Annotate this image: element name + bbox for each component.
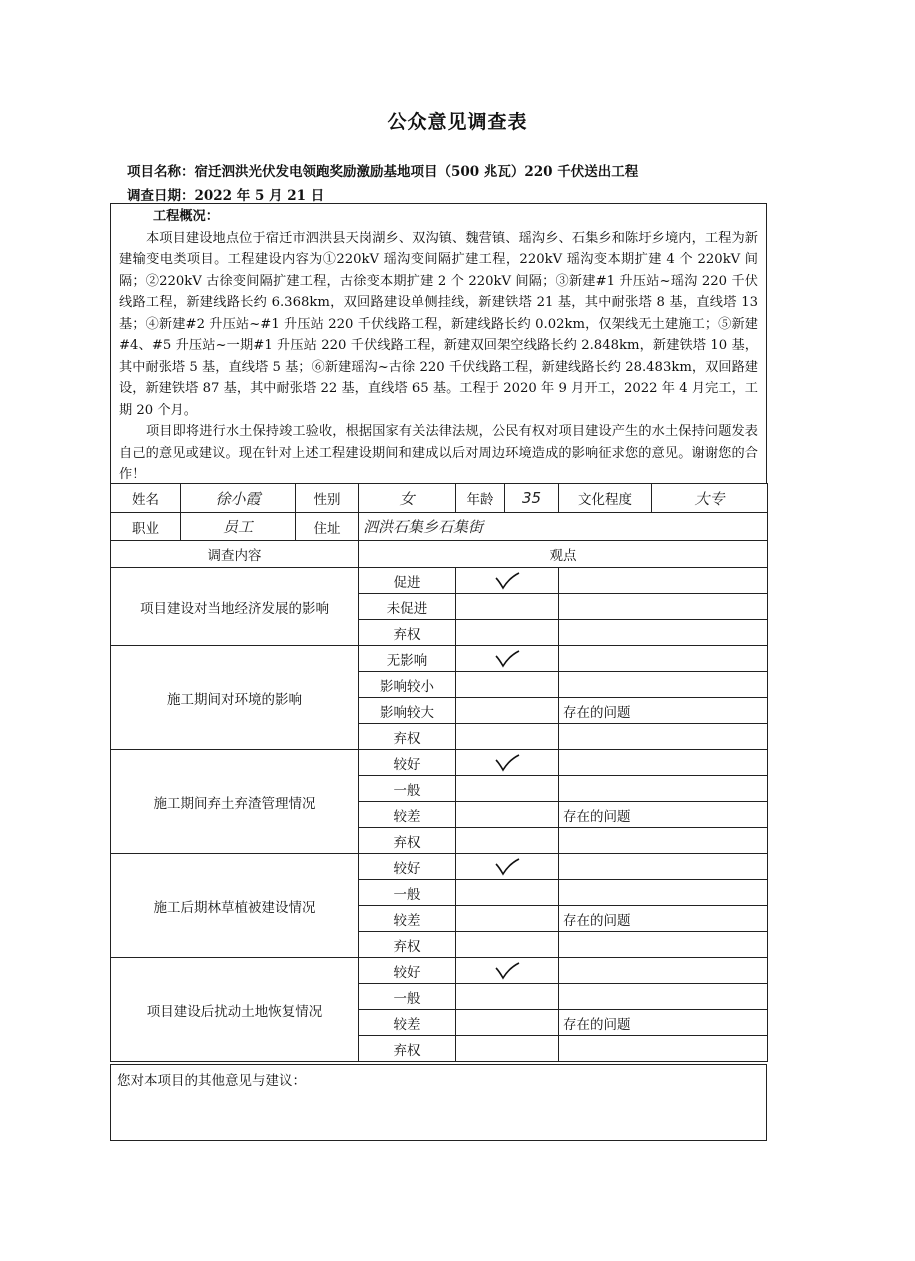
question-topic: 项目建设后扰动土地恢复情况 xyxy=(111,958,359,1062)
option-label: 弃权 xyxy=(359,620,456,646)
problem-cell xyxy=(559,984,768,1010)
option-checkbox[interactable] xyxy=(456,880,559,906)
question-row xyxy=(111,958,768,984)
option-label: 弃权 xyxy=(359,1036,456,1062)
question-topic: 施工期间对环境的影响 xyxy=(111,646,359,750)
checkmark-icon xyxy=(494,858,520,876)
job-label: 职业 xyxy=(111,513,181,541)
option-label: 较好 xyxy=(359,958,456,984)
problem-cell xyxy=(559,646,768,672)
option-label: 较好 xyxy=(359,750,456,776)
option-checkbox[interactable] xyxy=(456,828,559,854)
option-checkbox[interactable] xyxy=(456,594,559,620)
problem-cell xyxy=(559,1036,768,1062)
option-checkbox[interactable] xyxy=(456,932,559,958)
option-checkbox[interactable] xyxy=(456,724,559,750)
job-value[interactable]: 员工 xyxy=(181,513,296,541)
option-label: 影响较小 xyxy=(359,672,456,698)
option-label: 弃权 xyxy=(359,932,456,958)
question-row xyxy=(111,854,768,880)
option-checkbox[interactable] xyxy=(456,802,559,828)
question-topic: 施工期间弃土弃渣管理情况 xyxy=(111,750,359,854)
option-checkbox[interactable] xyxy=(456,698,559,724)
question-row xyxy=(111,646,768,672)
problem-cell[interactable]: 存在的问题 xyxy=(559,698,768,724)
problem-cell xyxy=(559,776,768,802)
gender-label: 性别 xyxy=(296,484,359,513)
question-topic: 项目建设对当地经济发展的影响 xyxy=(111,568,359,646)
address-label: 住址 xyxy=(296,513,359,541)
checkmark-icon xyxy=(494,572,520,590)
problem-cell xyxy=(559,724,768,750)
option-checkbox[interactable] xyxy=(456,568,559,594)
name-label: 姓名 xyxy=(111,484,181,513)
checkmark-icon xyxy=(494,754,520,772)
option-label: 无影响 xyxy=(359,646,456,672)
name-value[interactable]: 徐小霞 xyxy=(181,484,296,513)
problem-cell xyxy=(559,750,768,776)
header-opinion: 观点 xyxy=(359,541,768,568)
option-label: 促进 xyxy=(359,568,456,594)
option-checkbox[interactable] xyxy=(456,1036,559,1062)
option-checkbox[interactable] xyxy=(456,1010,559,1036)
question-topic: 施工后期林草植被建设情况 xyxy=(111,854,359,958)
problem-cell[interactable]: 存在的问题 xyxy=(559,906,768,932)
age-value[interactable]: 35 xyxy=(505,484,559,513)
respondent-row-2 xyxy=(111,513,768,541)
question-row xyxy=(111,750,768,776)
problem-cell xyxy=(559,672,768,698)
form-title: 公众意见调查表 xyxy=(387,111,528,133)
option-checkbox[interactable] xyxy=(456,958,559,984)
problem-cell xyxy=(559,568,768,594)
problem-cell xyxy=(559,594,768,620)
problem-cell xyxy=(559,880,768,906)
project-name-label: 项目名称： xyxy=(127,164,195,180)
project-name-value: 宿迁泗洪光伏发电领跑奖励激励基地项目（500 兆瓦）220 千伏送出工程 xyxy=(194,164,639,180)
option-checkbox[interactable] xyxy=(456,984,559,1010)
option-label: 未促进 xyxy=(359,594,456,620)
problem-cell[interactable]: 存在的问题 xyxy=(559,802,768,828)
option-checkbox[interactable] xyxy=(456,750,559,776)
survey-date-line xyxy=(127,184,324,204)
table-header-row xyxy=(111,541,768,568)
option-label: 弃权 xyxy=(359,724,456,750)
header-content: 调查内容 xyxy=(111,541,359,568)
overview-paragraph-1: 本项目建设地点位于宿迁市泗洪县天岗湖乡、双沟镇、魏营镇、瑶沟乡、石集乡和陈圩乡境内，工程为新建输变电类项目。工程建设内容为①220kV 瑶沟变间隔扩建工程，220kV 瑶沟变本期扩建 4 个 220kV 间隔；②220kV 古徐变间隔扩建工程，古徐变本期扩建 2 个 220kV 间隔；③新建#1 升压站~瑶沟 220 千伏线路工程，新建线路长约 6.368km，双回路建设单侧挂线，新建铁塔 21 基，其中耐张塔 8 基，直线塔 13 基；④新建#2 升压站~#1 升压站 220 千伏线路工程，新建线路长约 0.02km，仅架线无土建施工；⑤新建#4、#5 升压站~一期#1 升压站 220 千伏线路工程，新建双回架空线路长约 2.848km，新建铁塔 10 基，其中耐张塔 5 基，直线塔 5 基；⑥新建瑶沟~古徐 220 千伏线路工程，新建线路长约 28.483km，双回路建设，新建铁塔 87 基，其中耐张塔 22 基，直线塔 65 基。工程于 2020 年 9 月开工，2022 年 4 月完工，工期 20 个月。 xyxy=(119,230,758,418)
option-checkbox[interactable] xyxy=(456,854,559,880)
checkmark-icon xyxy=(494,650,520,668)
checkmark-icon xyxy=(494,962,520,980)
problem-cell[interactable]: 存在的问题 xyxy=(559,1010,768,1036)
survey-table xyxy=(110,483,768,1062)
option-label: 较好 xyxy=(359,854,456,880)
survey-date-value: 2022 年 5 月 21 日 xyxy=(194,188,325,204)
question-row xyxy=(111,568,768,594)
age-label: 年龄 xyxy=(456,484,505,513)
option-label: 较差 xyxy=(359,802,456,828)
problem-cell xyxy=(559,932,768,958)
option-checkbox[interactable] xyxy=(456,620,559,646)
project-overview xyxy=(110,203,767,483)
overview-heading: 工程概况： xyxy=(153,209,219,224)
suggestion-label: 您对本项目的其他意见与建议： xyxy=(117,1073,306,1089)
respondent-row-1 xyxy=(111,484,768,513)
option-label: 影响较大 xyxy=(359,698,456,724)
option-checkbox[interactable] xyxy=(456,646,559,672)
overview-paragraph-2: 项目即将进行水土保持竣工验收，根据国家有关法律法规，公民有权对项目建设产生的水土保持问题发表自己的意见或建议。现在针对上述工程建设期间和建成以后对周边环境造成的影响征求您的意见。谢谢您的合作！ xyxy=(119,424,758,482)
option-label: 较差 xyxy=(359,906,456,932)
education-value[interactable]: 大专 xyxy=(652,484,768,513)
problem-cell xyxy=(559,854,768,880)
address-value[interactable]: 泗洪石集乡石集街 xyxy=(359,513,768,541)
option-label: 一般 xyxy=(359,984,456,1010)
suggestion-box[interactable] xyxy=(110,1064,767,1141)
option-label: 弃权 xyxy=(359,828,456,854)
option-label: 一般 xyxy=(359,880,456,906)
problem-cell xyxy=(559,828,768,854)
option-checkbox[interactable] xyxy=(456,776,559,802)
gender-value[interactable]: 女 xyxy=(359,484,456,513)
option-checkbox[interactable] xyxy=(456,906,559,932)
problem-cell xyxy=(559,958,768,984)
problem-cell xyxy=(559,620,768,646)
option-label: 一般 xyxy=(359,776,456,802)
education-label: 文化程度 xyxy=(559,484,652,513)
survey-date-label: 调查日期： xyxy=(127,188,195,204)
option-checkbox[interactable] xyxy=(456,672,559,698)
project-name-line xyxy=(127,160,638,180)
option-label: 较差 xyxy=(359,1010,456,1036)
